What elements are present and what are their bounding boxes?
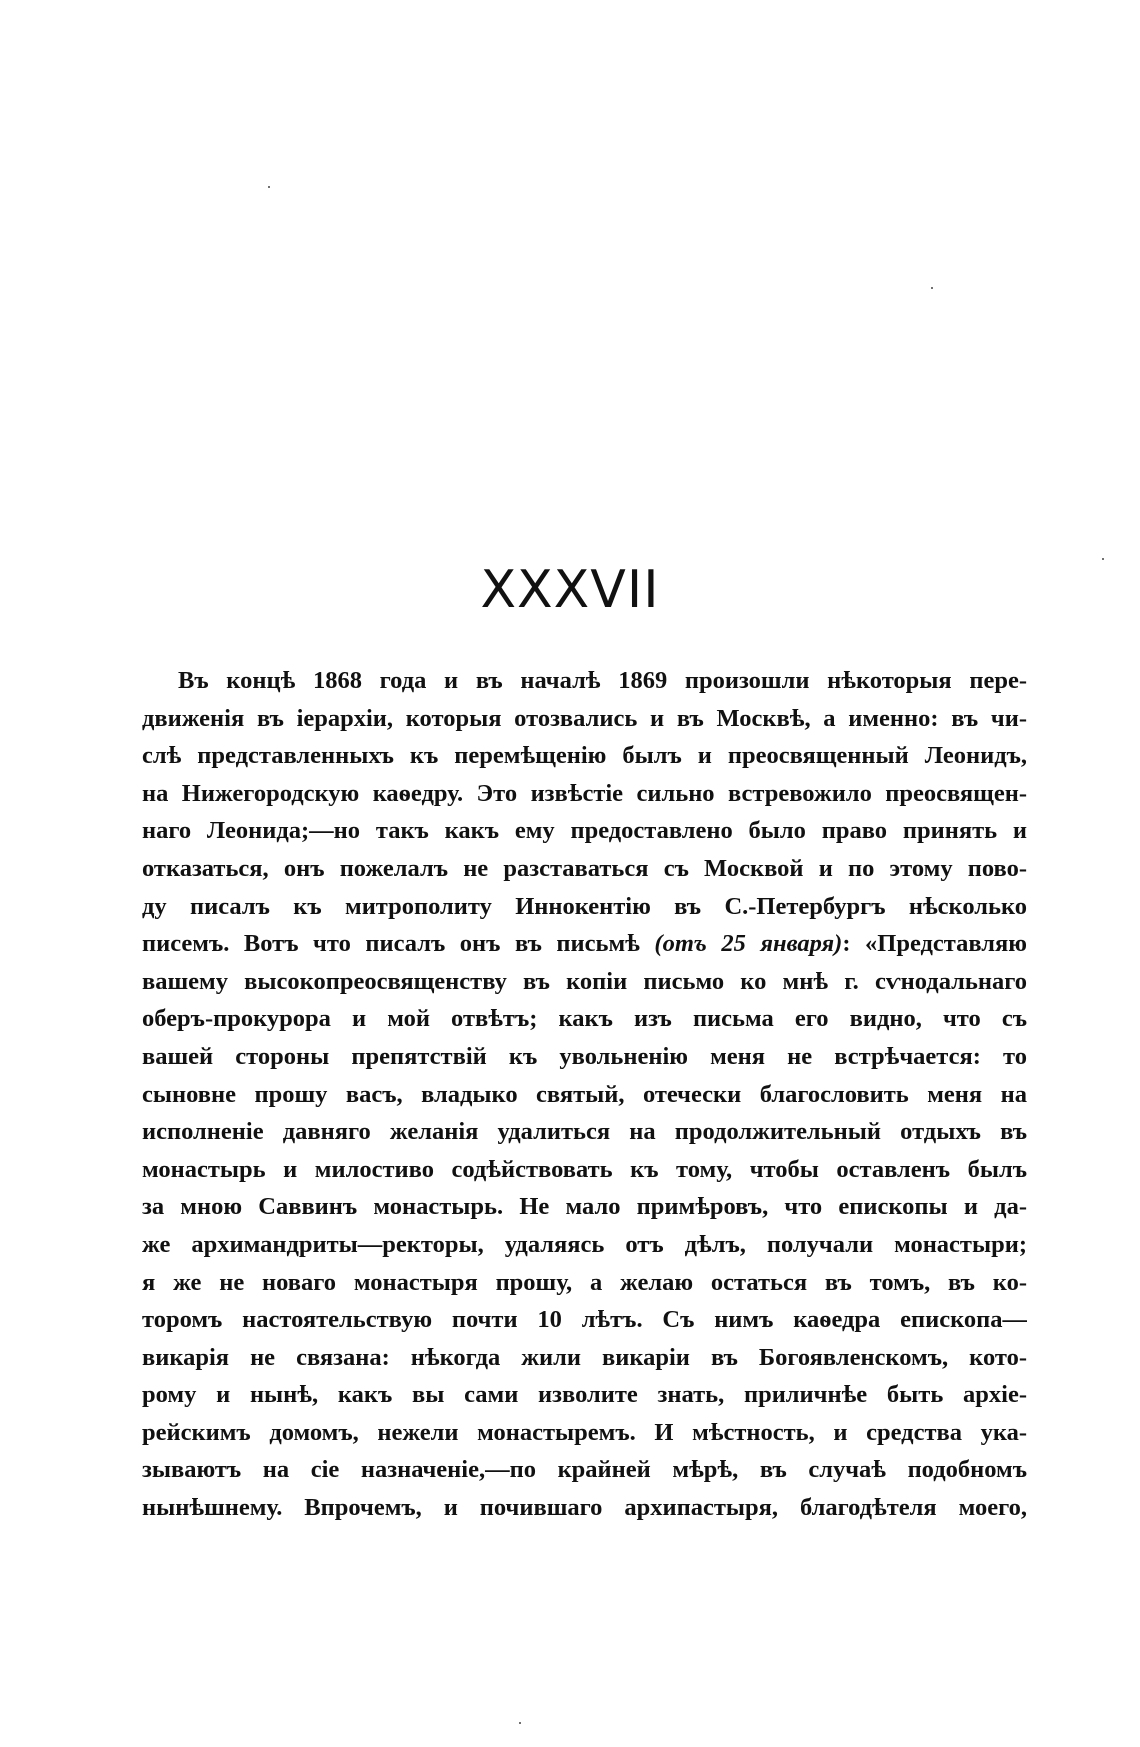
text-line: отказаться, онъ пожелалъ не разставаться съ Москвой и по этому пово- (142, 854, 1027, 882)
text-segment: : «Представляю (842, 930, 1027, 958)
print-speck (519, 1722, 521, 1724)
body-text (142, 662, 1027, 1527)
text-line: исполненіе давняго желанія удалиться на продолжительный отдыхъ въ (142, 1118, 1027, 1146)
letter-date: (отъ 25 января) (654, 930, 843, 958)
text-line: рому и нынѣ, какъ вы сами изволите знать, приличнѣе быть архіе- (142, 1381, 1027, 1409)
text-line: ду писалъ къ митрополиту Иннокентію въ С.-Петербургъ нѣсколько (142, 892, 1027, 920)
text-line: за мною Саввинъ монастырь. Не мало примѣровъ, что епископы и да- (142, 1193, 1027, 1221)
print-speck (931, 287, 933, 289)
text-line: сыновне прошу васъ, владыко святый, отечески благословить меня на (142, 1080, 1027, 1108)
text-line: нынѣшнему. Впрочемъ, и почившаго архипастыря, благодѣтеля моего, (142, 1494, 1027, 1522)
text-line: же архимандриты—ректоры, удаляясь отъ дѣлъ, получали монастыри; (142, 1230, 1027, 1258)
text-line: Въ концѣ 1868 года и въ началѣ 1869 произошли нѣкоторыя пере- (178, 667, 1027, 694)
text-line: вашей стороны препятствій къ увольненію меня не встрѣчается: то (142, 1042, 1027, 1070)
text-line: на Нижегородскую каѳедру. Это извѣстіе сильно встревожило преосвящен- (142, 779, 1027, 807)
chapter-heading: XXXVII (480, 560, 660, 620)
text-segment: писемъ. Вотъ что писалъ онъ въ письмѣ (142, 930, 655, 958)
text-line: слѣ представленныхъ къ перемѣщенію былъ и преосвященный Леонидъ, (142, 742, 1027, 770)
text-line: викарія не связана: нѣкогда жили викаріи въ Богоявленскомъ, кото- (142, 1343, 1027, 1371)
text-line: вашему высокопреосвященству въ копіи письмо ко мнѣ г. сѵнодальнаго (142, 967, 1027, 995)
print-speck (268, 186, 270, 188)
text-line: оберъ-прокурора и мой отвѣтъ; какъ изъ письма его видно, что съ (142, 1005, 1027, 1033)
text-line: монастырь и милостиво содѣйствовать къ тому, чтобы оставленъ былъ (142, 1155, 1027, 1183)
text-line: рейскимъ домомъ, нежели монастыремъ. И мѣстность, и средства ука- (142, 1418, 1027, 1446)
text-line: движенія въ іерархіи, которыя отозвались и въ Москвѣ, а именно: въ чи- (142, 704, 1027, 732)
text-line: торомъ настоятельствую почти 10 лѣтъ. Съ нимъ каѳедра епископа— (142, 1306, 1027, 1334)
text-line: я же не новаго монастыря прошу, а желаю остаться въ томъ, въ ко- (142, 1268, 1027, 1296)
text-line-with-date (142, 925, 1027, 963)
text-line: наго Леонида;—но такъ какъ ему предоставлено было право принять и (142, 817, 1027, 845)
text-line: зываютъ на сіе назначеніе,—по крайней мѣрѣ, въ случаѣ подобномъ (142, 1456, 1027, 1484)
